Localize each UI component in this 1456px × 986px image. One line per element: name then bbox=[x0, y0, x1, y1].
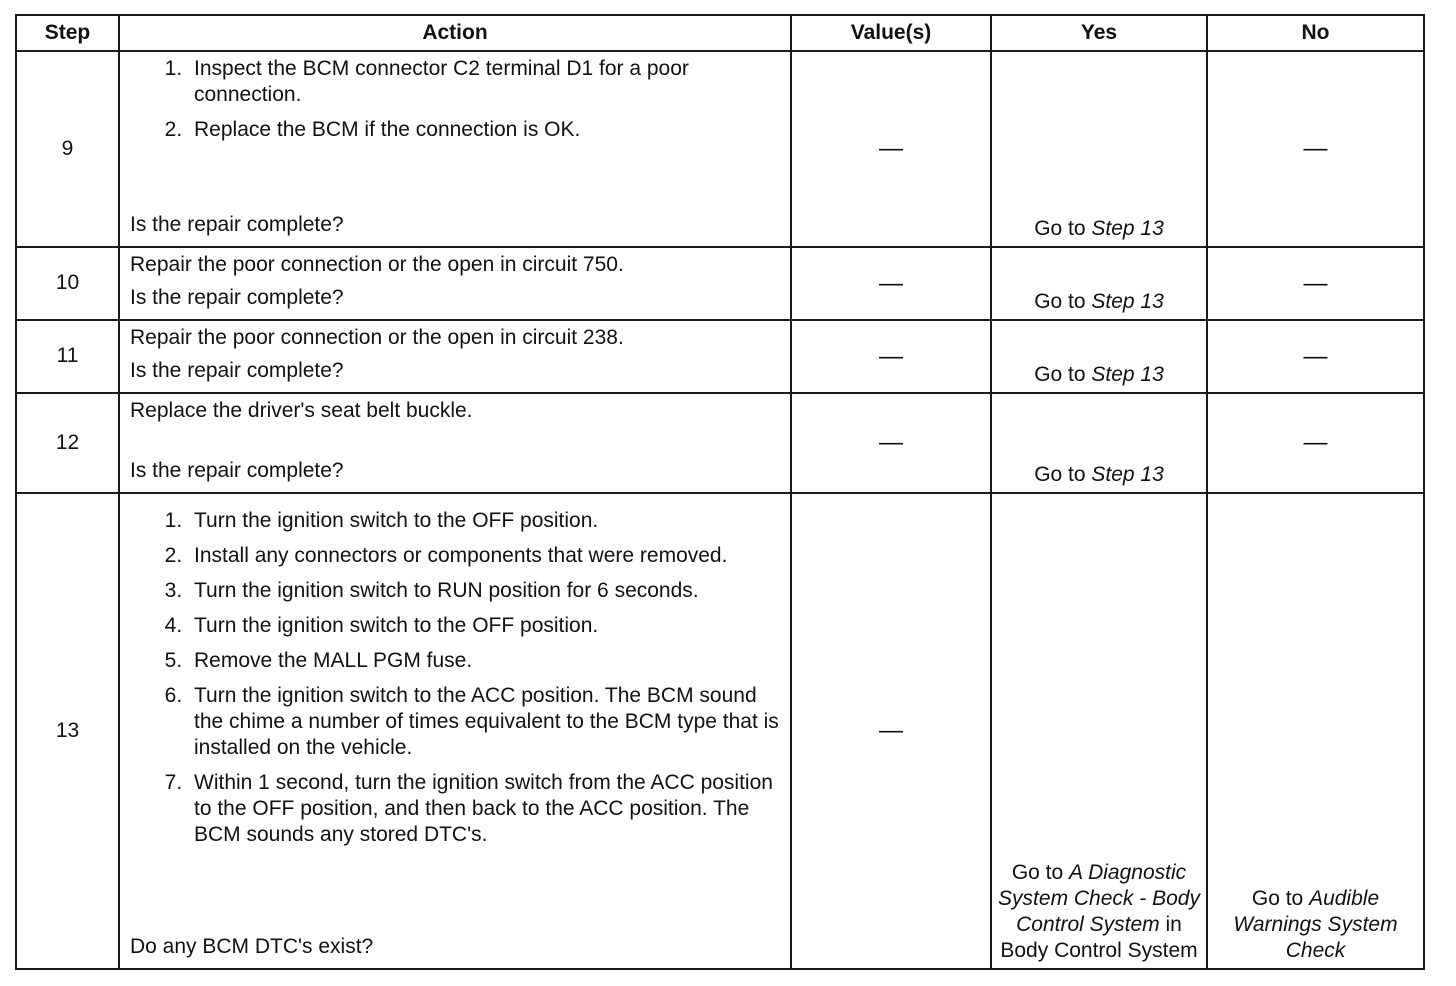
yes-prefix: Go to bbox=[1034, 216, 1092, 240]
step-number: 9 bbox=[16, 51, 119, 247]
action-step: 2. Replace the BCM if the connection is OK. bbox=[188, 117, 780, 143]
no-cell: — bbox=[1207, 393, 1424, 493]
table-row bbox=[16, 320, 1424, 393]
action-step: 5. Remove the MALL PGM fuse. bbox=[188, 648, 780, 674]
action-step: 1. Turn the ignition switch to the OFF position. bbox=[188, 508, 780, 534]
action-step: 6. Turn the ignition switch to the ACC position. The BCM sound the chime a number of times equivalent to the BCM type that is installed on the vehicle. bbox=[188, 683, 780, 761]
header-no: No bbox=[1207, 15, 1424, 51]
header-row bbox=[16, 15, 1424, 51]
value-cell: — bbox=[791, 320, 991, 393]
no-prefix: Go to bbox=[1251, 886, 1310, 910]
value-cell: — bbox=[791, 247, 991, 320]
header-step: Step bbox=[16, 15, 119, 51]
yes-link[interactable]: Step 13 bbox=[1091, 289, 1164, 313]
yes-link[interactable]: Step 13 bbox=[1091, 362, 1164, 386]
action-step: 1. Inspect the BCM connector C2 terminal D1 for a poor connection. bbox=[188, 56, 780, 108]
action-text: Repair the poor connection or the open in circuit 750. bbox=[130, 253, 624, 276]
action-question: Is the repair complete? bbox=[130, 212, 344, 236]
action-step-list bbox=[130, 508, 780, 848]
header-values: Value(s) bbox=[791, 15, 991, 51]
yes-suffix: in Body Control System bbox=[1000, 912, 1198, 962]
yes-link[interactable]: Step 13 bbox=[1091, 462, 1164, 486]
table-row bbox=[16, 51, 1424, 247]
action-step-list bbox=[130, 56, 780, 143]
action-cell bbox=[119, 493, 791, 969]
yes-cell bbox=[991, 51, 1207, 247]
value-cell: — bbox=[791, 493, 991, 969]
yes-link[interactable]: A Diagnostic System Check - Body Control System bbox=[998, 860, 1200, 936]
action-cell bbox=[119, 320, 791, 393]
no-cell: — bbox=[1207, 320, 1424, 393]
action-question: Do any BCM DTC's exist? bbox=[130, 934, 374, 958]
table-row bbox=[16, 493, 1424, 969]
diagnostic-table bbox=[15, 14, 1425, 970]
action-text: Replace the driver's seat belt buckle. bbox=[130, 399, 473, 422]
header-yes: Yes bbox=[991, 15, 1207, 51]
step-number: 11 bbox=[16, 320, 119, 393]
action-step: 4. Turn the ignition switch to the OFF position. bbox=[188, 613, 780, 639]
action-cell bbox=[119, 247, 791, 320]
yes-prefix: Go to bbox=[1034, 462, 1092, 486]
action-cell bbox=[119, 393, 791, 493]
action-cell bbox=[119, 51, 791, 247]
no-cell bbox=[1207, 493, 1424, 969]
no-cell: — bbox=[1207, 247, 1424, 320]
action-step: 7. Within 1 second, turn the ignition switch from the ACC position to the OFF position, and then back to the ACC position. The BCM sounds any stored DTC's. bbox=[188, 770, 780, 848]
yes-prefix: Go to bbox=[1034, 289, 1092, 313]
yes-prefix: Go to bbox=[1034, 362, 1092, 386]
yes-cell bbox=[991, 320, 1207, 393]
action-question: Is the repair complete? bbox=[130, 285, 344, 309]
no-cell: — bbox=[1207, 51, 1424, 247]
yes-prefix: Go to bbox=[1011, 860, 1070, 884]
action-step: 3. Turn the ignition switch to RUN position for 6 seconds. bbox=[188, 578, 780, 604]
action-question: Is the repair complete? bbox=[130, 358, 344, 382]
yes-cell bbox=[991, 247, 1207, 320]
value-cell: — bbox=[791, 393, 991, 493]
header-action: Action bbox=[119, 15, 791, 51]
yes-cell bbox=[991, 393, 1207, 493]
yes-link[interactable]: Step 13 bbox=[1091, 216, 1164, 240]
value-cell: — bbox=[791, 51, 991, 247]
table-row bbox=[16, 393, 1424, 493]
table-row bbox=[16, 247, 1424, 320]
action-question: Is the repair complete? bbox=[130, 458, 344, 482]
yes-cell bbox=[991, 493, 1207, 969]
action-text: Repair the poor connection or the open in circuit 238. bbox=[130, 326, 624, 349]
action-step: 2. Install any connectors or components that were removed. bbox=[188, 543, 780, 569]
step-number: 12 bbox=[16, 393, 119, 493]
step-number: 10 bbox=[16, 247, 119, 320]
step-number: 13 bbox=[16, 493, 119, 969]
no-link[interactable]: Audible Warnings System Check bbox=[1233, 886, 1398, 962]
